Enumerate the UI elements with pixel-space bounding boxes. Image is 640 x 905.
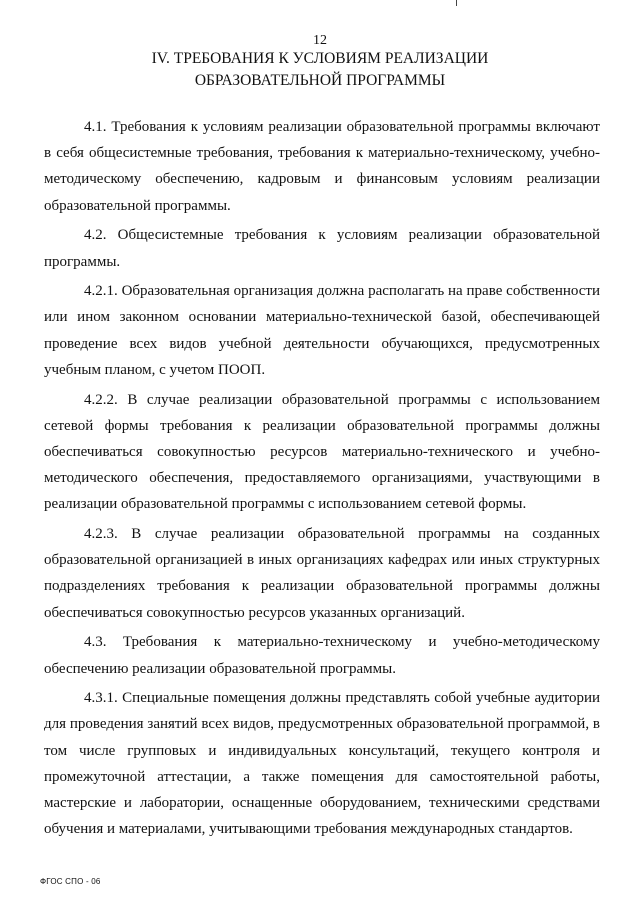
section-title-line-1: IV. ТРЕБОВАНИЯ К УСЛОВИЯМ РЕАЛИЗАЦИИ [151, 50, 489, 67]
paragraph-4-2: 4.2. Общесистемные требования к условиям реализации образовательной программы. [44, 227, 600, 270]
paragraph-4-1: 4.1. Требования к условиям реализации образовательной программы включают в себя общесистемные требования, требования к материально-техническому, учебно-методическому обеспечению, кадровым и финансовым условиям реализации образовательной программы. [44, 119, 600, 214]
scan-edge-mark [456, 0, 457, 6]
paragraph-4-3: 4.3. Требования к материально-техническому и учебно-методическому обеспечению реализации образовательной программы. [44, 634, 600, 677]
section-title [0, 48, 640, 92]
section-title-line-2: ОБРАЗОВАТЕЛЬНОЙ ПРОГРАММЫ [194, 72, 446, 89]
paragraph-4-2-1: 4.2.1. Образовательная организация должна располагать на праве собственности или ином законном основании материально-технической базой, обеспечивающей проведение всех видов учебной деятельности обучающихся, предусмотренных учебным планом, с учетом ПООП. [44, 283, 600, 378]
page-number: 12 [313, 33, 327, 48]
paragraph-4-3-1: 4.3.1. Специальные помещения должны представлять собой учебные аудитории для проведения занятий всех видов, предусмотренных образовательной программой, в том числе групповых и индивидуальных консультаций, текущего контроля и промежуточной аттестации, а также помещения для самостоятельной работы, мастерские и лаборатории, оснащенные оборудованием, техническими средствами обучения и материалами, учитывающими требования международных стандартов. [44, 690, 600, 838]
footer-label: ФГОС СПО - 06 [40, 877, 101, 886]
paragraph-4-2-2: 4.2.2. В случае реализации образовательной программы с использованием сетевой формы требования к реализации образовательной программы должны обеспечиваться совокупностью ресурсов материально-технического и учебно-методического обеспечения, предоставляемого организациями, участвующими в реализации образовательной программы с использованием сетевой формы. [44, 391, 600, 513]
document-body [44, 114, 600, 846]
paragraph-4-2-3: 4.2.3. В случае реализации образовательной программы на созданных образовательной организацией в иных организациях кафедрах или иных структурных подразделениях требования к реализации образовательной программы должны обеспечиваться совокупностью ресурсов указанных организаций. [44, 526, 600, 621]
